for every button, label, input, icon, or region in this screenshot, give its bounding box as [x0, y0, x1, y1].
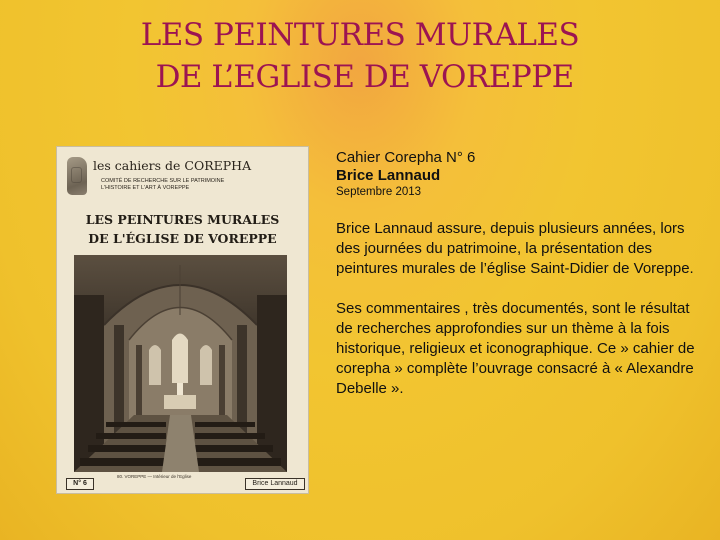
publication-date: Septembre 2013: [336, 186, 422, 198]
church-interior-illustration: [74, 255, 287, 472]
slide-title: [0, 14, 720, 98]
booklet-description: [336, 149, 696, 399]
description-paragraph-2: Ses commentaires , très documentés, sont le résultat de recherches approfondies sur un thème à la fois historique, religieux et iconographique. Ce » cahier de corepha » complète l’ouvrage consacré à « Alexandre Debelle ».: [336, 300, 695, 397]
booklet-cover-image: [57, 147, 308, 493]
cover-title: [57, 210, 308, 248]
cover-series-subtitle-line-2: L'HISTOIRE ET L'ART À VOREPPE: [101, 185, 190, 191]
cover-series-name: les cahiers de COREPHA: [93, 158, 252, 173]
cover-series-subtitle: [101, 178, 224, 192]
issue-number-label: N° 6: [66, 478, 94, 490]
description-text: [336, 219, 696, 399]
series-line: Cahier Corepha N° 6: [336, 149, 476, 166]
cover-title-line-2: DE L'ÉGLISE DE VOREPPE: [88, 231, 277, 246]
cover-title-line-1: LES PEINTURES MURALES: [85, 212, 280, 227]
church-interior-photo: [74, 255, 287, 472]
author-name: Brice Lannaud: [336, 167, 441, 184]
slide-title-line-1: LES PEINTURES MURALES: [140, 17, 580, 53]
photo-caption: 80. VOREPPE — Intérieur de l'Eglise: [117, 474, 192, 479]
cover-author-label: Brice Lannaud: [245, 478, 305, 490]
slide-title-line-2: DE L’EGLISE DE VOREPPE: [146, 59, 574, 95]
cover-series-subtitle-line-1: COMITÉ DE RECHERCHE SUR LE PATRIMOINE: [101, 178, 225, 184]
corepha-logo-icon: [67, 157, 87, 195]
description-paragraph-1: Brice Lannaud assure, depuis plusieurs années, lors des journées du patrimoine, la présentation des peintures murales de l’église Saint-Didier de Voreppe.: [336, 220, 694, 277]
